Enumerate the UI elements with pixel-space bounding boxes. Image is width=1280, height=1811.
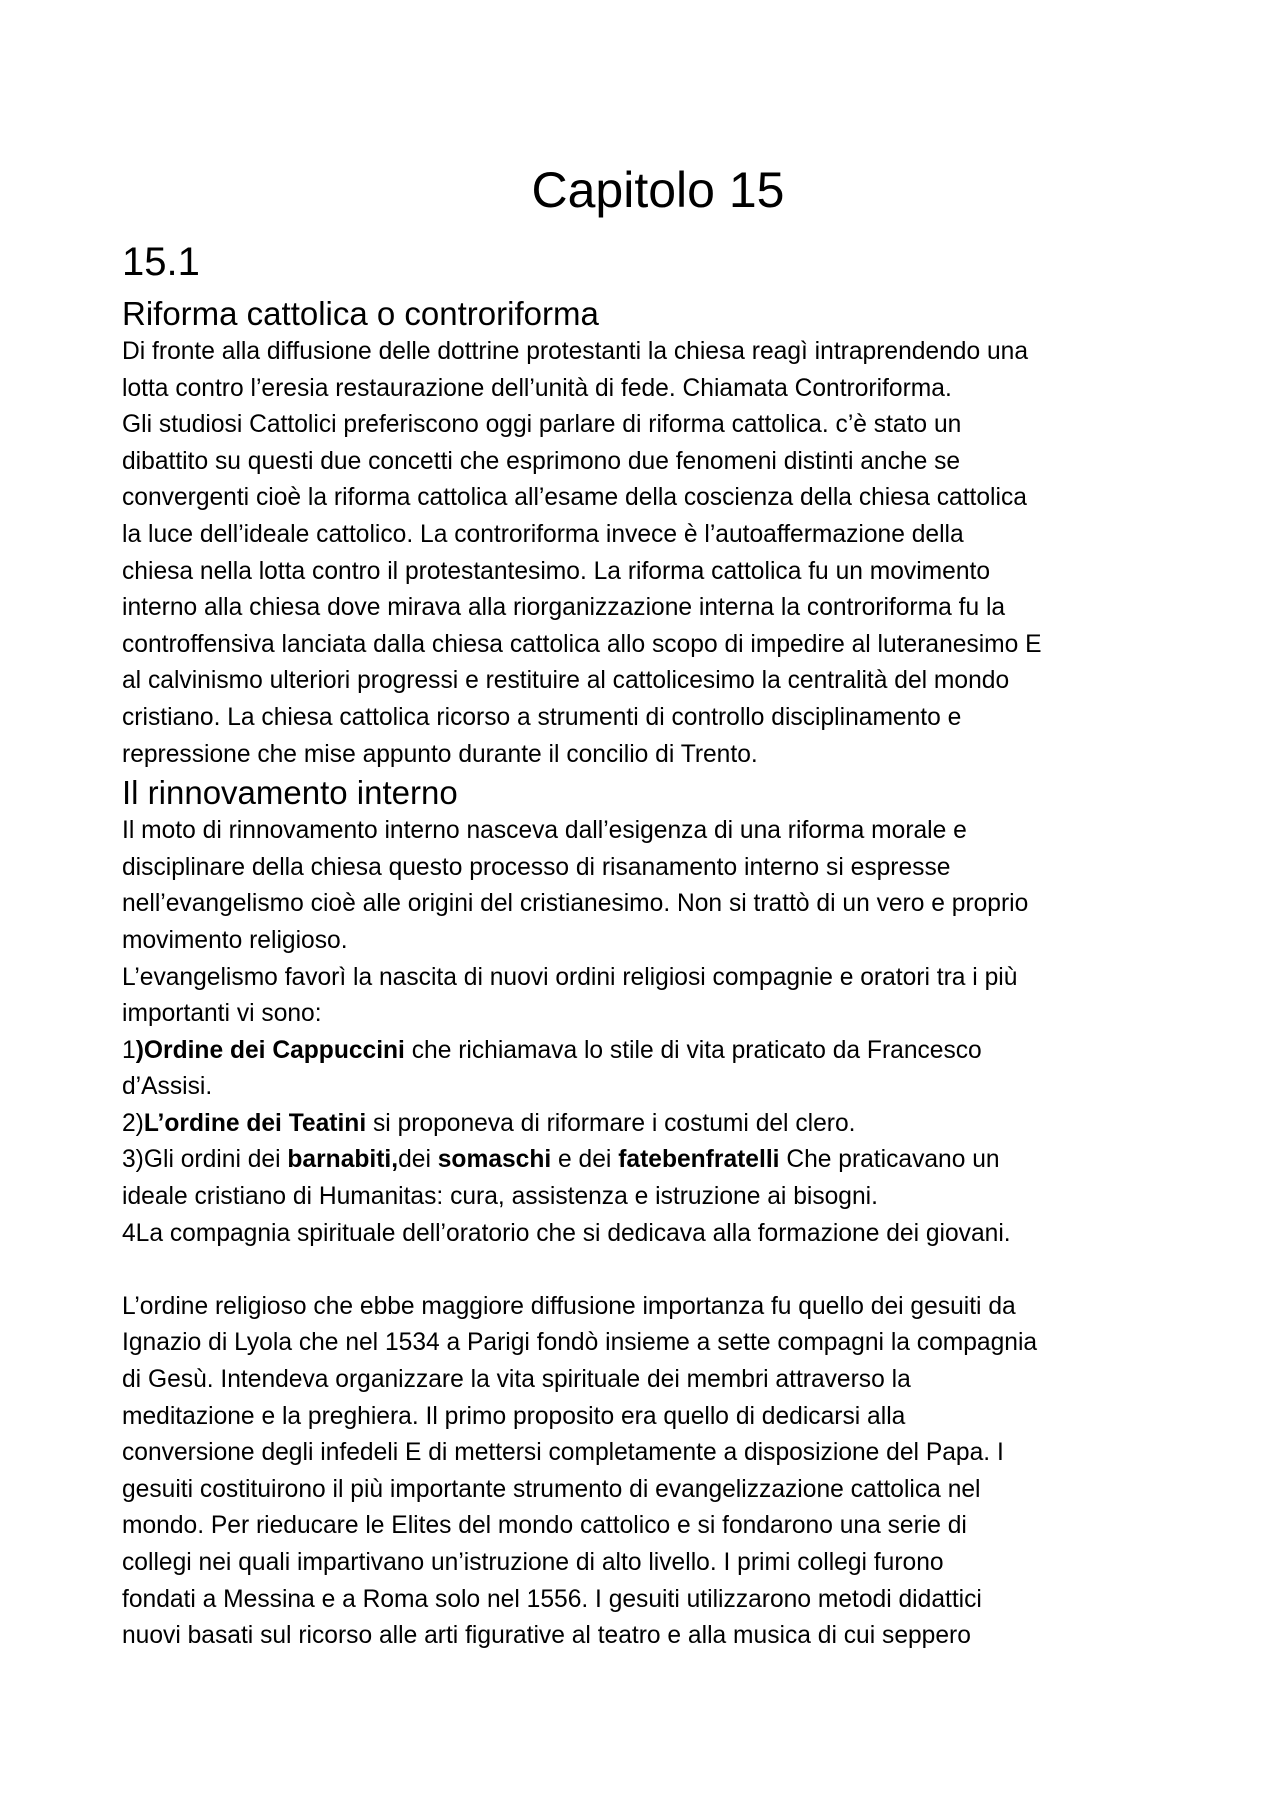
list-item-prefix: 1 bbox=[122, 1036, 136, 1064]
text-line: L’evangelismo favorì la nascita di nuovi ordini religiosi compagnie e oratori tra i più bbox=[122, 963, 1018, 991]
text-line: Il moto di rinnovamento interno nasceva dall’esigenza di una riforma morale e bbox=[122, 817, 967, 845]
text-line: mondo. Per rieducare le Elites del mondo cattolico e si fondarono una serie di bbox=[122, 1512, 967, 1540]
text-line: lotta contro l’eresia restaurazione dell’unità di fede. Chiamata Controriforma. bbox=[122, 374, 952, 402]
text-line: interno alla chiesa dove mirava alla riorganizzazione interna la controriforma fu la bbox=[122, 594, 1006, 622]
section-heading-riforma: Riforma cattolica o controriforma bbox=[122, 295, 599, 332]
list-item-bold: fatebenfratelli bbox=[618, 1146, 780, 1174]
text-line: collegi nei quali impartivano un’istruzione di alto livello. I primi collegi furono bbox=[122, 1549, 944, 1576]
list-item-prefix: 2) bbox=[122, 1109, 144, 1137]
text-line: fondati a Messina e a Roma solo nel 1556. I gesuiti utilizzarono metodi didattici bbox=[122, 1585, 982, 1613]
list-item-bold: somaschi bbox=[437, 1146, 552, 1174]
text-line: gesuiti costituirono il più importante strumento di evangelizzazione cattolica nel bbox=[122, 1475, 981, 1503]
text-line: movimento religioso. bbox=[122, 926, 348, 954]
list-item-text: Che praticavano un bbox=[779, 1146, 1000, 1174]
section-number: 15.1 bbox=[122, 240, 200, 284]
list-item-text: dei bbox=[398, 1146, 438, 1174]
text-line: di Gesù. Intendeva organizzare la vita spirituale dei membri attraverso la bbox=[122, 1366, 911, 1394]
paragraph-riforma bbox=[122, 334, 1182, 773]
text-line: ideale cristiano di Humanitas: cura, assistenza e istruzione ai bisogni. bbox=[122, 1183, 878, 1211]
chapter-title: Capitolo 15 bbox=[531, 162, 785, 218]
text-line: disciplinare della chiesa questo processo di risanamento interno si espresse bbox=[122, 853, 951, 881]
text-line: controffensiva lanciata dalla chiesa cattolica allo scopo di impedire al luteranesimo E bbox=[122, 630, 1042, 658]
text-line: la luce dell’ideale cattolico. La controriforma invece è l’autoaffermazione della bbox=[122, 520, 964, 548]
text-line: nuovi basati sul ricorso alle arti figurative al teatro e alla musica di cui seppero bbox=[122, 1622, 971, 1650]
list-item-bold: )Ordine dei Cappuccini bbox=[135, 1036, 405, 1064]
list-item-oratorio: 4La compagnia spirituale dell’oratorio che si dedicava alla formazione dei giovani. bbox=[122, 1219, 1011, 1247]
section-heading-rinnovamento: Il rinnovamento interno bbox=[122, 774, 458, 812]
list-item-prefix: 3)Gli ordini dei bbox=[122, 1146, 288, 1174]
blank-line bbox=[122, 1252, 1182, 1289]
text-line: Ignazio di Lyola che nel 1534 a Parigi fondò insieme a sette compagni la compagnia bbox=[122, 1329, 1038, 1357]
text-line: repressione che mise appunto durante il concilio di Trento. bbox=[122, 740, 758, 768]
list-item-text: si proponeva di riformare i costumi del clero. bbox=[366, 1109, 856, 1137]
text-line: Gli studiosi Cattolici preferiscono oggi parlare di riforma cattolica. c’è stato un bbox=[122, 411, 962, 439]
text-line: d’Assisi. bbox=[122, 1073, 213, 1101]
list-item-bold: L’ordine dei Teatini bbox=[143, 1109, 367, 1137]
list-item-ordini bbox=[122, 1142, 1182, 1179]
text-line: cristiano. La chiesa cattolica ricorso a strumenti di controllo disciplinamento e bbox=[122, 703, 962, 731]
page-content bbox=[122, 150, 1182, 1655]
list-item-teatini bbox=[122, 1106, 1182, 1143]
text-line: al calvinismo ulteriori progressi e restituire al cattolicesimo la centralità del mondo bbox=[122, 667, 1010, 695]
text-line: L’ordine religioso che ebbe maggiore diffusione importanza fu quello dei gesuiti da bbox=[122, 1292, 1016, 1320]
paragraph-rinnovamento bbox=[122, 813, 1182, 1655]
text-line: conversione degli infedeli E di mettersi completamente a disposizione del Papa. I bbox=[122, 1439, 1004, 1467]
list-item-text: che richiamava lo stile di vita praticato da Francesco bbox=[404, 1036, 982, 1064]
text-line: meditazione e la preghiera. Il primo proposito era quello di dedicarsi alla bbox=[122, 1402, 906, 1430]
list-item-text: e dei bbox=[551, 1146, 619, 1174]
text-line: nell’evangelismo cioè alle origini del cristianesimo. Non si trattò di un vero e proprio bbox=[122, 890, 1029, 918]
text-line: chiesa nella lotta contro il protestantesimo. La riforma cattolica fu un movimento bbox=[122, 557, 991, 585]
list-item-bold: barnabiti, bbox=[287, 1146, 399, 1174]
list-item-cappuccini bbox=[122, 1033, 1182, 1070]
text-line: importanti vi sono: bbox=[122, 1000, 322, 1028]
text-line: Di fronte alla diffusione delle dottrine protestanti la chiesa reagì intraprendendo una bbox=[122, 338, 1029, 365]
text-line: dibattito su questi due concetti che esprimono due fenomeni distinti anche se bbox=[122, 447, 961, 475]
text-line: convergenti cioè la riforma cattolica all’esame della coscienza della chiesa cattolica bbox=[122, 484, 1027, 512]
